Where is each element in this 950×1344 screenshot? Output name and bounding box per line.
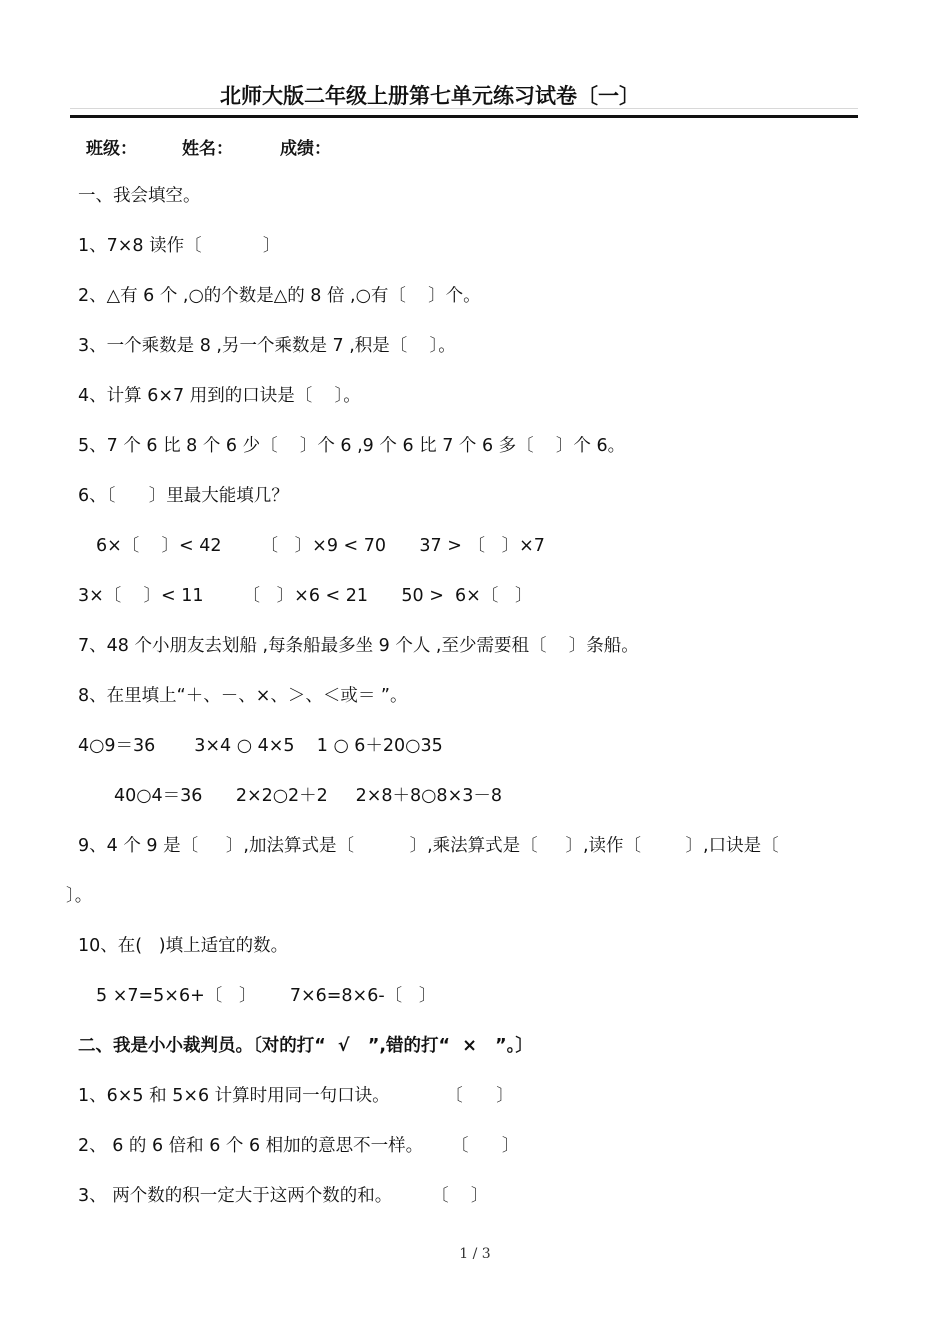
- question-line: 6、〔 〕里最大能填几？: [78, 486, 289, 506]
- score-label: 成绩：: [280, 139, 331, 159]
- question-line: 40○4＝36 2×2○2＋2 2×8＋8○8×3－8: [114, 786, 502, 806]
- question-line: 〕。: [66, 886, 93, 906]
- question-line: 4○9＝36 3×4 ○ 4×5 1 ○ 6＋20○35: [78, 736, 443, 756]
- question-line: 6×〔 〕< 42 〔 〕×9 < 70 37 > 〔 〕×7: [96, 536, 545, 556]
- name-label: 姓名：: [182, 139, 233, 159]
- question-line: 2、△有 6 个 ,○的个数是△的 8 倍 ,○有〔 〕个。: [78, 286, 481, 306]
- question-line: 8、在里填上“＋、－、×、＞、＜或＝ ”。: [78, 686, 408, 706]
- question-line: 9、4 个 9 是〔 〕,加法算式是〔 〕,乘法算式是〔 〕,读作〔 〕,口诀是〔: [78, 836, 779, 856]
- question-line: 5 ×7=5×6+〔 〕 7×6=8×6-〔 〕: [96, 986, 437, 1006]
- header-thick-rule: [70, 115, 858, 118]
- question-line: 3、一个乘数是 8 ,另一个乘数是 7 ,积是〔 〕。: [78, 336, 456, 356]
- question-line: 1、7×8 读作〔 〕: [78, 236, 281, 256]
- class-label: 班级：: [86, 139, 137, 159]
- question-line: 一、我会填空。: [78, 186, 201, 206]
- page-title: 北师大版二年级上册第七单元练习试卷〔一〕: [220, 84, 640, 108]
- question-line: 二、我是小小裁判员。〔对的打“ √ ”,错的打“ × ”。〕: [78, 1036, 533, 1056]
- question-line: 1、6×5 和 5×6 计算时用同一句口诀。 〔 〕: [78, 1086, 514, 1106]
- question-line: 3×〔 〕< 11 〔 〕×6 < 21 50 > 6×〔 〕: [78, 586, 533, 606]
- header-thin-rule: [70, 108, 858, 109]
- question-line: 2、 6 的 6 倍和 6 个 6 相加的意思不一样。 〔 〕: [78, 1136, 520, 1156]
- question-line: 4、计算 6×7 用到的口诀是〔 〕。: [78, 386, 361, 406]
- question-line: 7、48 个小朋友去划船 ,每条船最多坐 9 个人 ,至少需要租〔 〕条船。: [78, 636, 639, 656]
- question-line: 3、 两个数的积一定大于这两个数的和。 〔 〕: [78, 1186, 489, 1206]
- question-line: 10、在( )填上适宜的数。: [78, 936, 289, 956]
- question-line: 5、7 个 6 比 8 个 6 少〔 〕个 6 ,9 个 6 比 7 个 6 多〔 〕个 6。: [78, 436, 626, 456]
- page-number: 1 / 3: [459, 1246, 491, 1262]
